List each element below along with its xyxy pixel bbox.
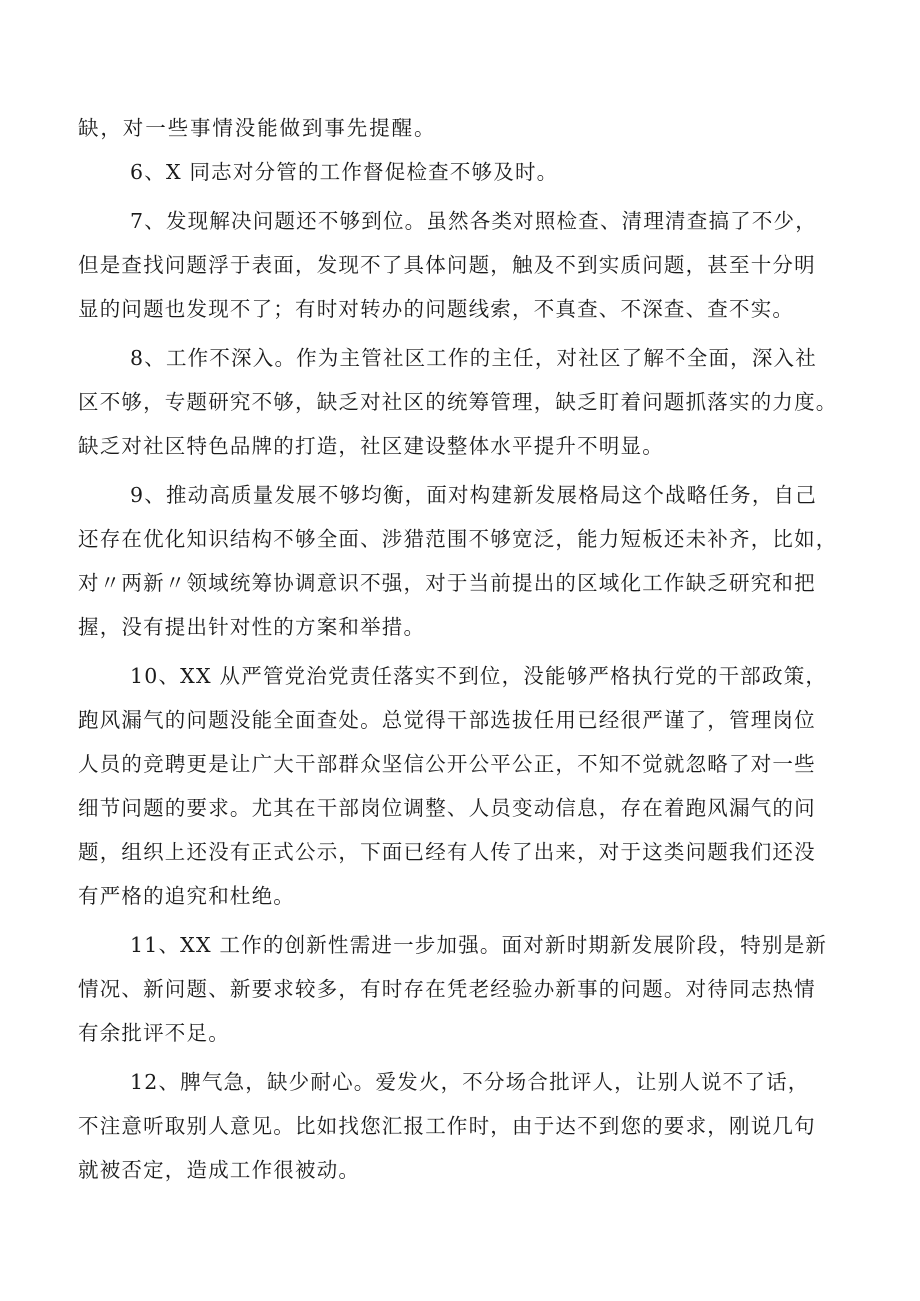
text-line: 不注意听取别人意见。比如找您汇报工作时，由于达不到您的要求，刚说几句 bbox=[78, 1114, 816, 1138]
paragraph-continuation bbox=[78, 106, 854, 150]
text-line: 显的问题也发现不了；有时对转办的问题线索，不真查、不深查、查不实。 bbox=[78, 297, 795, 321]
text-line: 10、XX 从严管党治党责任落实不到位，没能够严格执行党的干部政策， bbox=[130, 664, 828, 688]
text-line: 人员的竞聘更是让广大干部群众坚信公开公平公正，不知不觉就忽略了对一些 bbox=[78, 752, 816, 776]
paragraph-item-6 bbox=[78, 150, 854, 194]
text-line: 但是查找问题浮于表面，发现不了具体问题，触及不到实质问题，甚至十分明 bbox=[78, 253, 816, 277]
text-line: 6、X 同志对分管的工作督促检查不够及时。 bbox=[130, 160, 559, 184]
text-line: 有严格的追究和杜绝。 bbox=[78, 884, 295, 908]
text-line: 缺，对一些事情没能做到事先提醒。 bbox=[78, 116, 437, 140]
paragraph-item-9 bbox=[78, 473, 854, 649]
text-line: 11、XX 工作的创新性需进一步加强。面对新时期新发展阶段，特别是新 bbox=[130, 933, 828, 957]
text-line: 对〃两新〃领域统筹协调意识不强，对于当前提出的区域化工作缺乏研究和把 bbox=[78, 571, 816, 595]
text-line: 9、推动高质量发展不够均衡，面对构建新发展格局这个战略任务，自己 bbox=[130, 483, 817, 507]
text-line: 握，没有提出针对性的方案和举措。 bbox=[78, 615, 426, 639]
text-line: 还存在优化知识结构不够全面、涉猎范围不够宽泛，能力短板还未补齐，比如， bbox=[78, 527, 838, 551]
text-line: 细节问题的要求。尤其在干部岗位调整、人员变动信息，存在着跑风漏气的问 bbox=[78, 796, 816, 820]
text-line: 缺乏对社区特色品牌的打造，社区建设整体水平提升不明显。 bbox=[78, 434, 664, 458]
text-line: 就被否定，造成工作很被动。 bbox=[78, 1158, 361, 1182]
text-line: 8、工作不深入。作为主管社区工作的主任，对社区了解不全面，深入社 bbox=[130, 346, 817, 370]
paragraph-item-11 bbox=[78, 923, 854, 1055]
text-line: 情况、新问题、新要求较多，有时存在凭老经验办新事的问题。对待同志热情 bbox=[78, 977, 816, 1001]
paragraph-item-7 bbox=[78, 199, 854, 331]
document-body bbox=[78, 106, 854, 1192]
text-line: 跑风漏气的问题没能全面查处。总觉得干部选拔任用已经很严谨了，管理岗位 bbox=[78, 708, 816, 732]
paragraph-item-10 bbox=[78, 654, 854, 918]
text-line: 有余批评不足。 bbox=[78, 1021, 230, 1045]
text-line: 题，组织上还没有正式公示，下面已经有人传了出来，对于这类问题我们还没 bbox=[78, 840, 816, 864]
text-line: 12、脾气急，缺少耐心。爱发火，不分场合批评人，让别人说不了话， bbox=[130, 1070, 810, 1094]
text-line: 7、发现解决问题还不够到位。虽然各类对照检查、清理清查搞了不少， bbox=[130, 209, 817, 233]
paragraph-item-8 bbox=[78, 336, 854, 468]
paragraph-item-12 bbox=[78, 1060, 854, 1192]
text-line: 区不够，专题研究不够，缺乏对社区的统筹管理，缺乏盯着问题抓落实的力度。 bbox=[78, 390, 838, 414]
